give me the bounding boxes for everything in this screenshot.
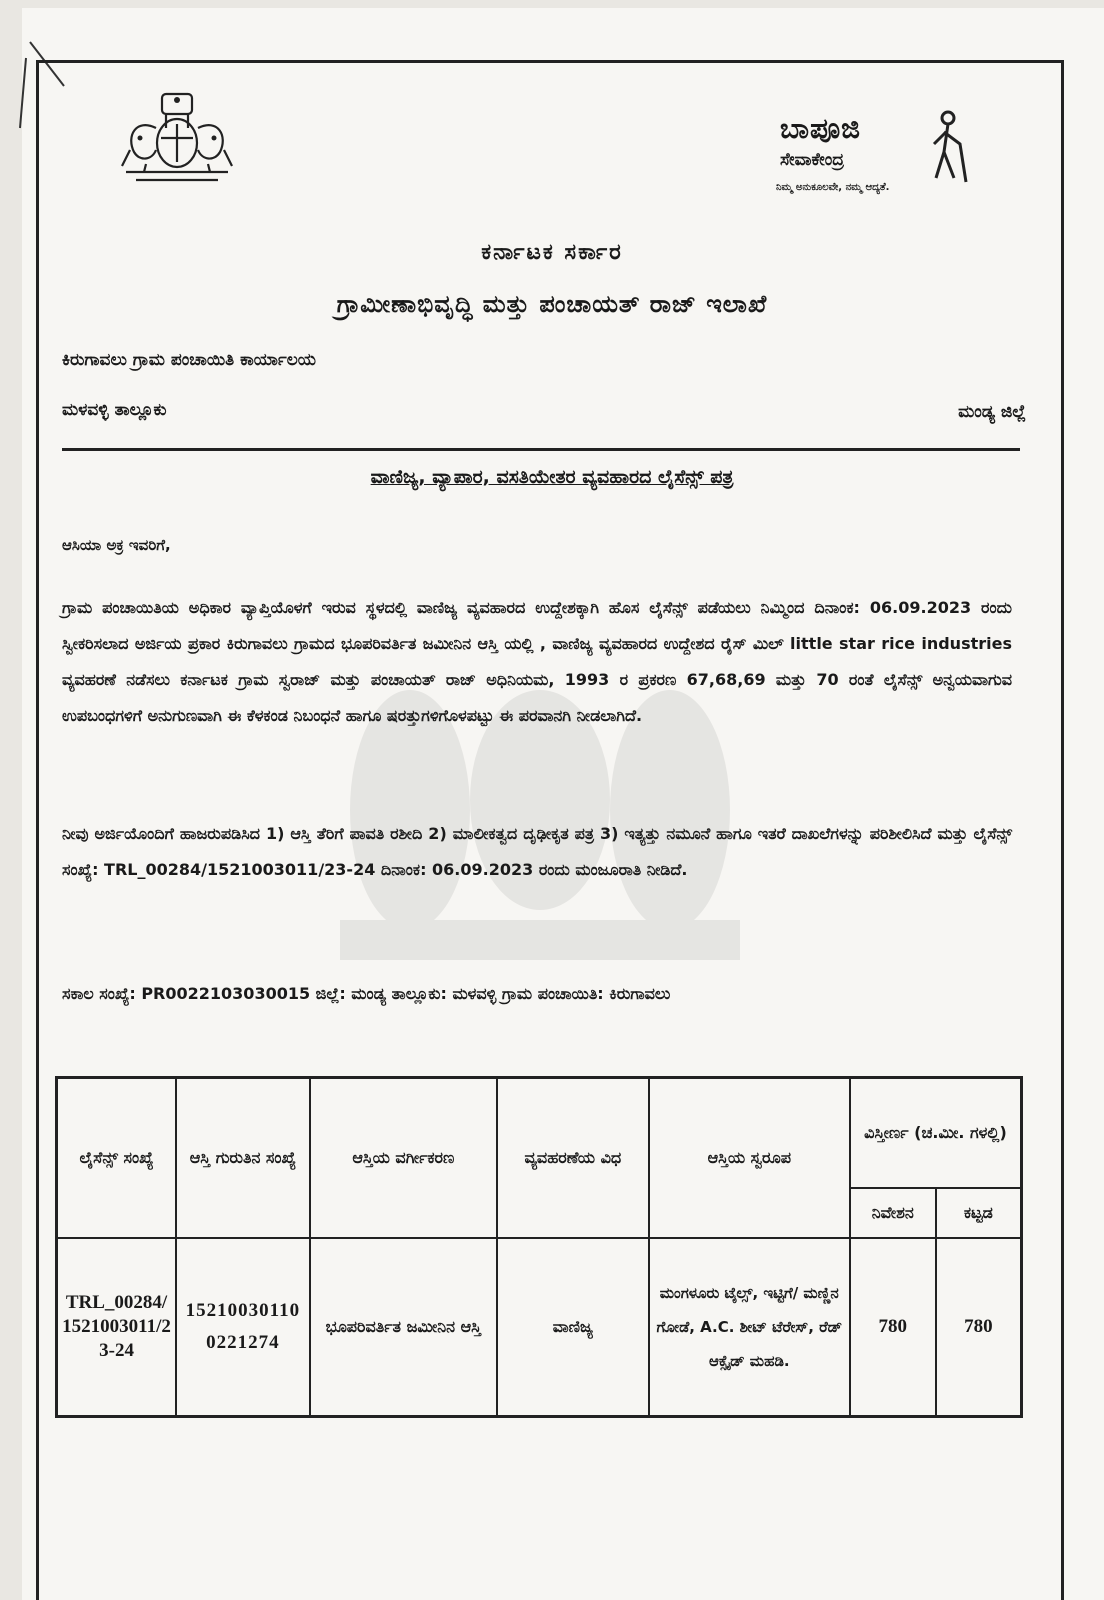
cell-license-no: TRL_00284/1521003011/23-24	[57, 1238, 177, 1417]
cell-classification: ಭೂಪರಿವರ್ತಿತ ಜಮೀನಿನ ಆಸ್ತಿ	[310, 1238, 497, 1417]
header-license-no: ಲೈಸೆನ್ಸ್ ಸಂಖ್ಯೆ	[57, 1078, 177, 1239]
header-site: ನಿವೇಶನ	[850, 1188, 936, 1238]
taluk-name: ಮಳವಳ್ಳಿ ತಾಲ್ಲೂಕು	[62, 400, 167, 420]
header-area: ವಿಸ್ತೀರ್ಣ (ಚ.ಮೀ. ಗಳಲ್ಲಿ)	[850, 1078, 1022, 1189]
header-classification: ಆಸ್ತಿಯ ವರ್ಗೀಕರಣ	[310, 1078, 497, 1239]
government-heading: ಕರ್ನಾಟಕ ಸರ್ಕಾರ	[481, 240, 623, 265]
district-name: ಮಂಡ್ಯ ಜಿಲ್ಲೆ	[958, 402, 1026, 422]
table-row	[57, 1238, 1022, 1417]
header-trade-type: ವ್ಯವಹರಣೆಯ ವಿಧ	[497, 1078, 649, 1239]
cell-site-area: 780	[850, 1238, 936, 1417]
table-header-row	[57, 1078, 1022, 1189]
sakala-reference: ಸಕಾಲ ಸಂಖ್ಯೆ: PR0022103030015 ಜಿಲ್ಲೆ: ಮಂಡ್ಯ ತಾಲ್ಲೂಕು: ಮಳವಳ್ಳಿ ಗ್ರಾಮ ಪಂಚಾಯಿತಿ: ಕಿರುಗಾವಲು	[62, 984, 671, 1003]
cell-building-area: 780	[936, 1238, 1022, 1417]
cell-property-id: 152100301100221274	[176, 1238, 310, 1417]
karnataka-emblem-icon	[116, 88, 238, 192]
logo-title: ಬಾಪೂಜಿ	[780, 112, 861, 145]
certificate-title: ವಾಣಿಜ್ಯ, ವ್ಯಾಪಾರ, ವಸತಿಯೇತರ ವ್ಯವಹಾರದ ಲೈಸೆನ್ಸ್ ಪತ್ರ	[370, 466, 734, 488]
header-building: ಕಟ್ಟಡ	[936, 1188, 1022, 1238]
documents-paragraph: ನೀವು ಅರ್ಜಿಯೊಂದಿಗೆ ಹಾಜರುಪಡಿಸಿದ 1) ಆಸ್ತಿ ತೆರಿಗೆ ಪಾವತಿ ರಶೀದಿ 2) ಮಾಲೀಕತ್ವದ ದೃಢೀಕೃತ ಪತ್ರ 3) ಇತ್ಯತ್ತು ನಮೂನೆ ಹಾಗೂ ಇತರೆ ದಾಖಲೆಗಳನ್ನು ಪರಿಶೀಲಿಸಿದೆ ಮತ್ತು ಲೈಸೆನ್ಸ್ ಸಂಖ್ಯೆ: TRL_00284/1521003011/23-24 ದಿನಾಂಕ: 06.09.2023 ರಂದು ಮಂಜೂರಾತಿ ನೀಡಿದೆ.	[62, 824, 1012, 879]
bapuji-seva-kendra-logo	[776, 108, 980, 204]
license-paragraph: ಗ್ರಾಮ ಪಂಚಾಯಿತಿಯ ಅಧಿಕಾರ ವ್ಯಾಪ್ತಿಯೊಳಗೆ ಇರುವ ಸ್ಥಳದಲ್ಲಿ ವಾಣಿಜ್ಯ ವ್ಯವಹಾರದ ಉದ್ದೇಶಕ್ಕಾಗಿ ಹೊಸ ಲೈಸೆನ್ಸ್ ಪಡೆಯಲು ನಿಮ್ಮಿಂದ ದಿನಾಂಕ: 06.09.2023 ರಂದು ಸ್ವೀಕರಿಸಲಾದ ಅರ್ಜಿಯ ಪ್ರಕಾರ ಕಿರುಗಾವಲು ಗ್ರಾಮದ ಭೂಪರಿವರ್ತಿತ ಜಮೀನಿನ ಆಸ್ತಿ ಯಲ್ಲಿ , ವಾಣಿಜ್ಯ ವ್ಯವಹಾರದ ಉದ್ದೇಶದ ರೈಸ್ ಮಿಲ್ little star rice industries ವ್ಯವಹರಣೆ ನಡೆಸಲು ಕರ್ನಾಟಕ ಗ್ರಾಮ ಸ್ವರಾಜ್ ಮತ್ತು ಪಂಚಾಯತ್ ರಾಜ್ ಅಧಿನಿಯಮ, 1993 ರ ಪ್ರಕರಣ 67,68,69 ಮತ್ತು 70 ರಂತೆ ಲೈಸೆನ್ಸ್ ಅನ್ವಯವಾಗುವ ಉಪಬಂಧಗಳಿಗೆ ಅನುಗುಣವಾಗಿ ಈ ಕೆಳಕಂಡ ನಿಬಂಧನೆ ಹಾಗೂ ಷರತ್ತುಗಳಿಗೊಳಪಟ್ಟು ಈ ಪರವಾನಗಿ ನೀಡಲಾಗಿದೆ.	[62, 598, 1012, 725]
cell-trade-type: ವಾಣಿಜ್ಯ	[497, 1238, 649, 1417]
department-heading: ಗ್ರಾಮೀಣಾಭಿವೃದ್ಧಿ ಮತ್ತು ಪಂಚಾಯತ್ ರಾಜ್ ಇಲಾಖೆ	[336, 290, 768, 318]
header-property-form: ಆಸ್ತಿಯ ಸ್ವರೂಪ	[649, 1078, 850, 1239]
logo-tagline: ನಿಮ್ಮ ಅನುಕೂಲವೇ, ನಮ್ಮ ಆದ್ಯತೆ.	[776, 182, 890, 193]
gandhi-walking-icon	[920, 108, 980, 188]
header-divider	[62, 448, 1020, 451]
property-details-table	[55, 1076, 1023, 1418]
office-name: ಕಿರುಗಾವಲು ಗ್ರಾಮ ಪಂಚಾಯಿತಿ ಕಾರ್ಯಾಲಯ	[62, 350, 316, 370]
logo-subtitle: ಸೇವಾಕೇಂದ್ರ	[780, 150, 845, 170]
header-property-id: ಆಸ್ತಿ ಗುರುತಿನ ಸಂಖ್ಯೆ	[176, 1078, 310, 1239]
cell-property-form: ಮಂಗಳೂರು ಟೈಲ್ಸ್, ಇಟ್ಟಿಗೆ/ ಮಣ್ಣಿನ ಗೋಡೆ, A.C. ಶೀಟ್ ಟೆರೇಸ್, ರೆಡ್ ಆಕ್ಸೈಡ್ ಮಹಡಿ.	[649, 1238, 850, 1417]
salutation: ಆಸಿಯಾ ಅಕ್ರ ಇವರಿಗೆ,	[62, 536, 171, 554]
